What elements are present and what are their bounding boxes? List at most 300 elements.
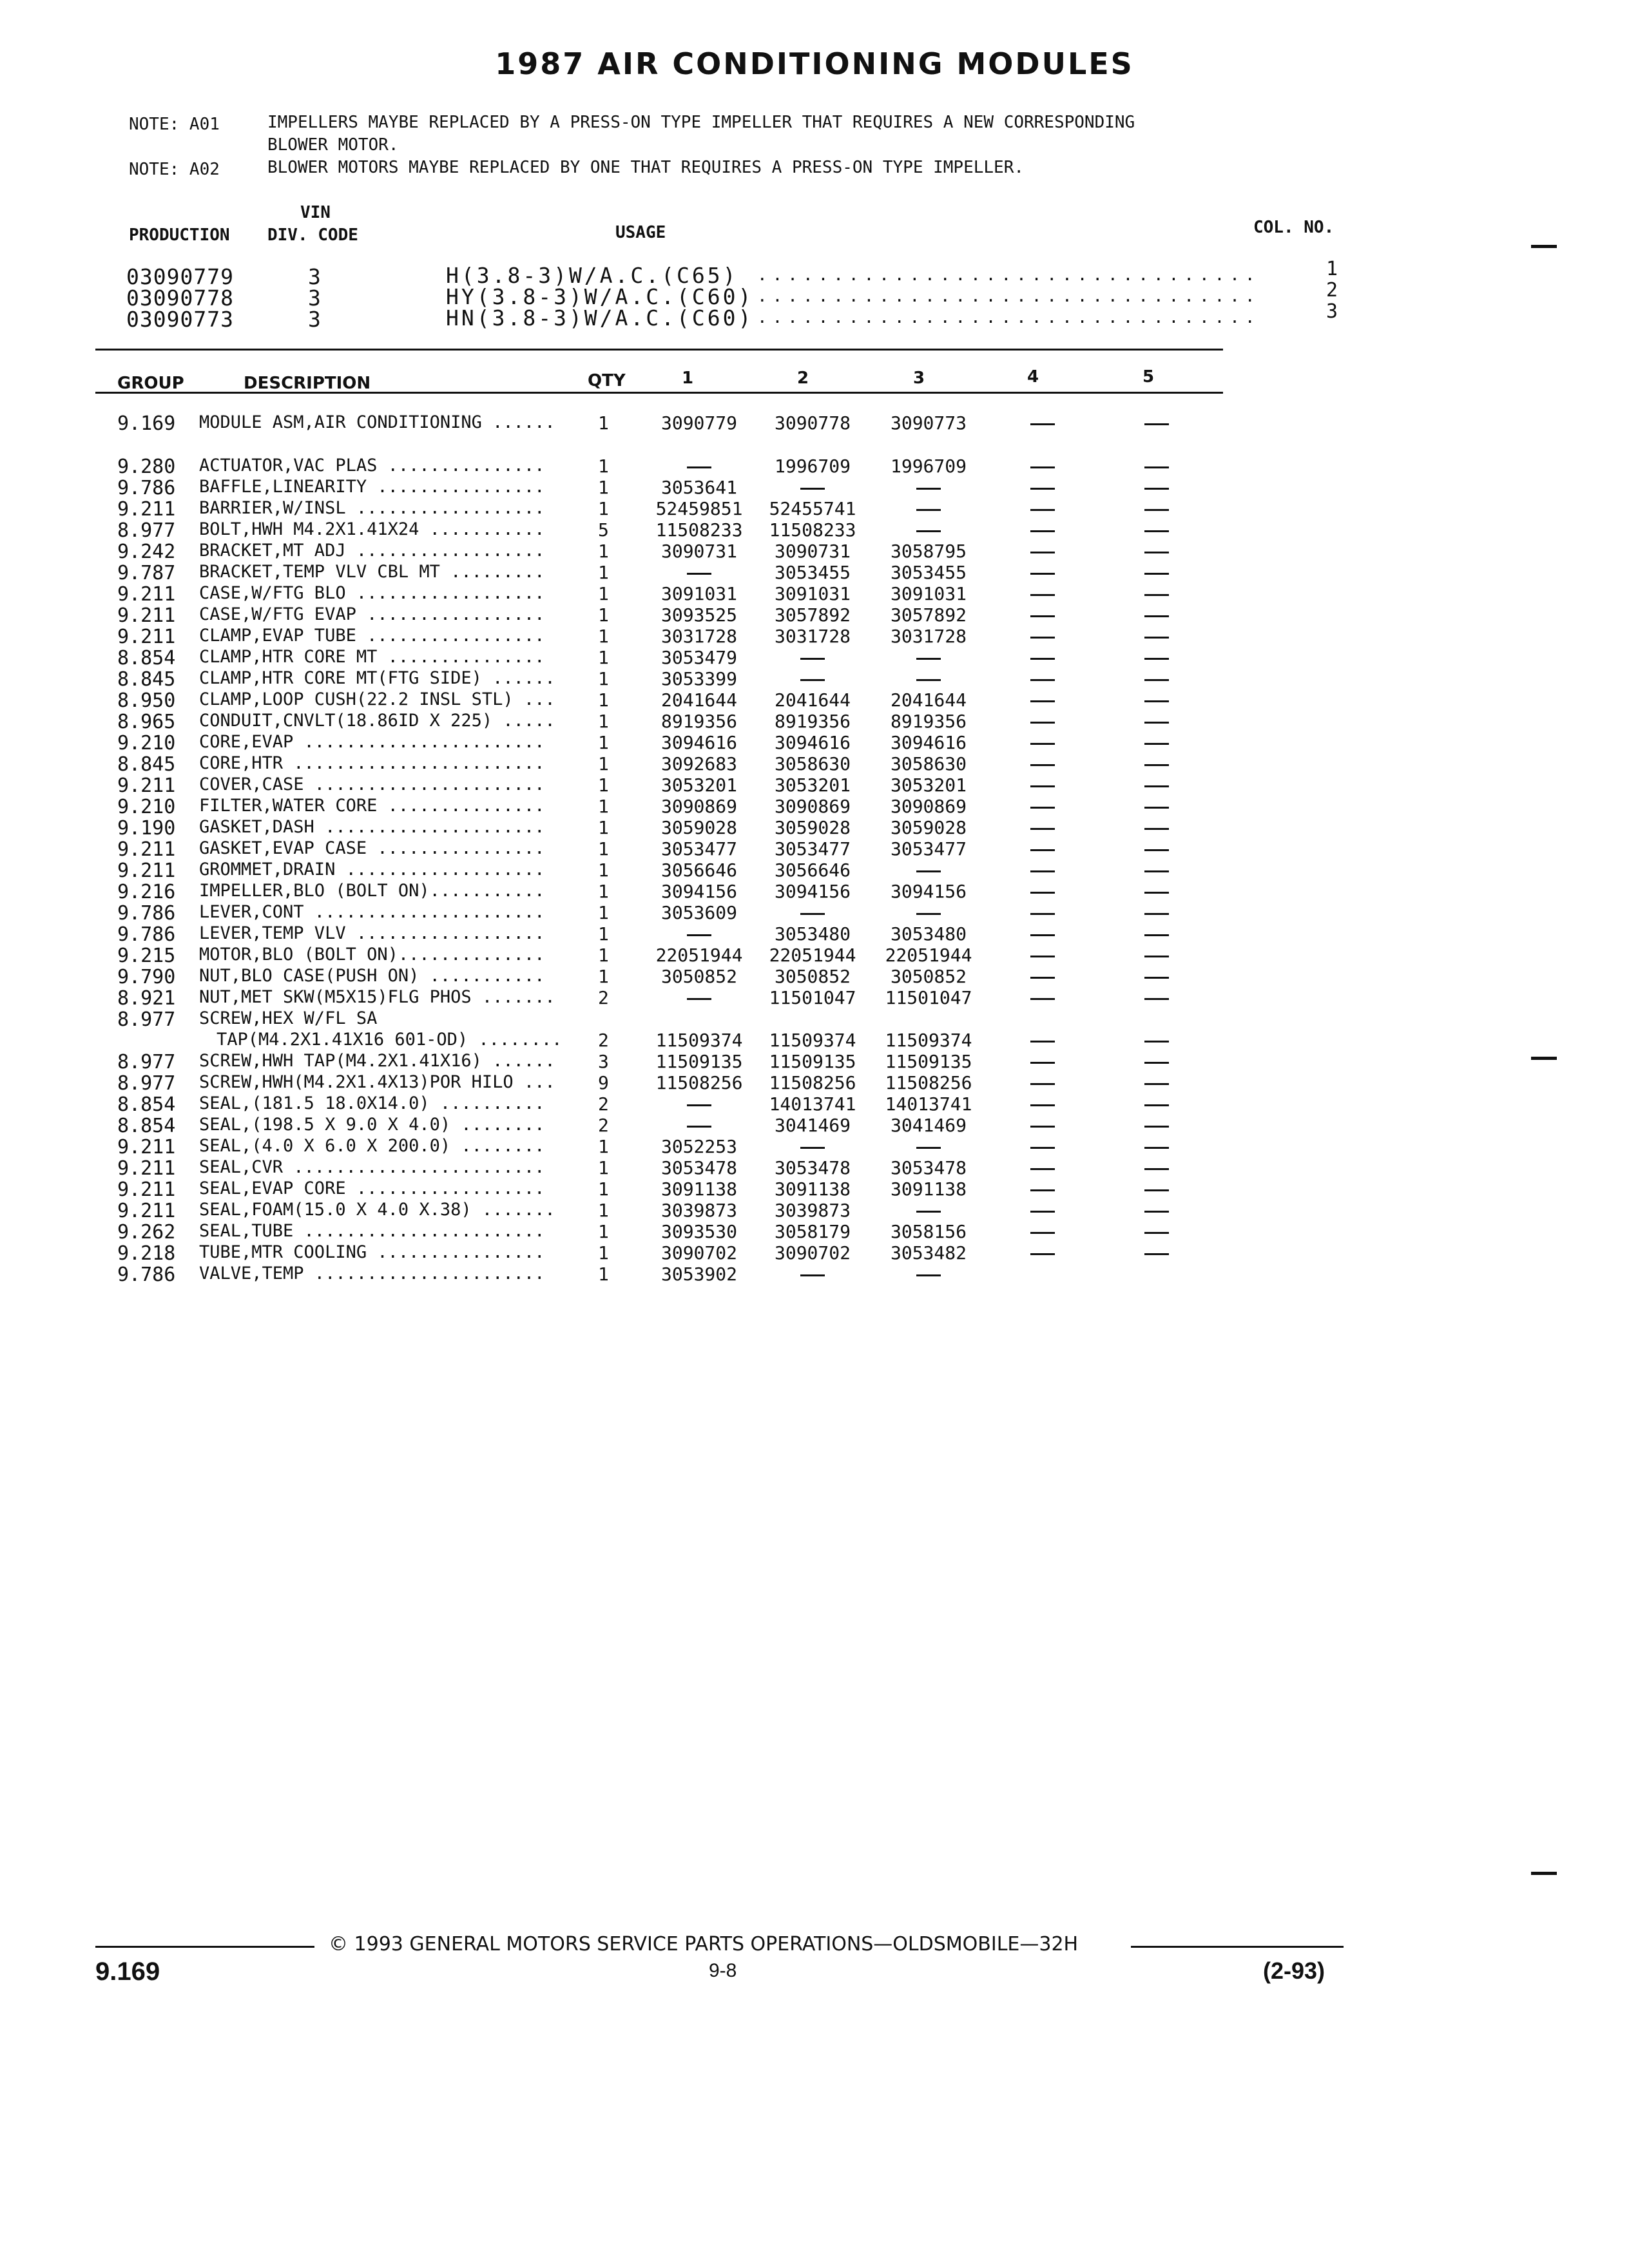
empty-dash xyxy=(1099,456,1215,477)
row-group: 9.216 xyxy=(117,881,176,903)
row-group: 9.787 xyxy=(117,562,176,584)
row-group: 9.211 xyxy=(117,1136,176,1158)
column-number: 3 xyxy=(1326,300,1338,323)
table-row xyxy=(0,689,1629,711)
row-qty: 1 xyxy=(598,477,609,498)
part-number: 3031728 xyxy=(774,626,851,647)
part-number: 11509135 xyxy=(885,1051,972,1072)
row-group: 9.169 xyxy=(117,412,176,435)
empty-dash xyxy=(985,1093,1101,1115)
empty-dash xyxy=(985,774,1101,796)
part-number: 3090869 xyxy=(890,796,967,817)
empty-dash xyxy=(1099,604,1215,626)
row-description: NUT,MET SKW(M5X15)FLG PHOS ....... xyxy=(199,987,555,1007)
table-row xyxy=(0,1115,1629,1136)
row-description: VALVE,TEMP ...................... xyxy=(199,1264,545,1283)
table-row xyxy=(0,668,1629,689)
note-a01-line2: BLOWER MOTOR. xyxy=(267,135,399,155)
usage-text: HN(3.8-3)W/A.C.(C60) xyxy=(446,305,754,331)
empty-dash xyxy=(985,1030,1101,1051)
row-description: SEAL,(198.5 X 9.0 X 4.0) ........ xyxy=(199,1115,545,1135)
table-row xyxy=(0,562,1629,583)
table-row xyxy=(0,1072,1629,1093)
part-number: 3053477 xyxy=(774,838,851,860)
empty-dash xyxy=(1099,1136,1215,1157)
part-number: 3058156 xyxy=(890,1221,967,1242)
part-number: 3031728 xyxy=(660,626,737,647)
empty-dash xyxy=(871,647,987,668)
part-number: 11508256 xyxy=(769,1072,856,1093)
table-row xyxy=(0,1008,1629,1030)
empty-dash xyxy=(1099,1093,1215,1115)
empty-dash xyxy=(985,945,1101,966)
part-number: 22051944 xyxy=(769,945,856,966)
part-number: 3056646 xyxy=(660,860,737,881)
row-group: 9.211 xyxy=(117,1178,176,1201)
part-number: 14013741 xyxy=(885,1093,972,1115)
empty-dash xyxy=(985,881,1101,902)
row-qty: 1 xyxy=(598,774,609,796)
table-row-continuation xyxy=(0,1030,1629,1051)
part-number: 11508233 xyxy=(769,519,856,541)
row-group: 9.242 xyxy=(117,541,176,563)
row-description: CLAMP,HTR CORE MT ............... xyxy=(199,647,545,667)
column-4-header: 4 xyxy=(1027,367,1039,387)
part-number: 3053478 xyxy=(660,1157,737,1178)
empty-dash xyxy=(1099,945,1215,966)
row-group: 8.977 xyxy=(117,1072,176,1095)
column-1-header: 1 xyxy=(682,369,694,388)
row-description: SEAL,TUBE ....................... xyxy=(199,1221,545,1241)
row-qty: 2 xyxy=(598,987,609,1008)
part-number: 11501047 xyxy=(769,987,856,1008)
part-number: 3058630 xyxy=(890,753,967,774)
table-row xyxy=(0,923,1629,945)
part-number: 3091138 xyxy=(660,1178,737,1200)
empty-dash xyxy=(985,1200,1101,1221)
production-header: PRODUCTION xyxy=(129,226,230,245)
table-row xyxy=(0,987,1629,1008)
row-qty: 1 xyxy=(598,498,609,519)
production-number: 03090773 xyxy=(126,307,234,332)
footer-group-ref: 9.169 xyxy=(95,1957,160,1986)
empty-dash xyxy=(985,668,1101,689)
row-description: CASE,W/FTG BLO .................. xyxy=(199,583,545,603)
copyright-line: © 1993 GENERAL MOTORS SERVICE PARTS OPERATIONS—OLDSMOBILE—32H xyxy=(329,1933,1079,1956)
part-number: 3090731 xyxy=(774,541,851,562)
empty-dash xyxy=(1099,412,1215,434)
empty-dash xyxy=(985,796,1101,817)
row-description: SCREW,HEX W/FL SA xyxy=(199,1008,378,1028)
empty-dash xyxy=(641,923,757,945)
row-qty: 1 xyxy=(598,753,609,774)
row-group: 8.854 xyxy=(117,1115,176,1137)
empty-dash xyxy=(1099,519,1215,541)
empty-dash xyxy=(871,1136,987,1157)
row-description: GASKET,EVAP CASE ................ xyxy=(199,838,545,858)
table-row xyxy=(0,817,1629,838)
row-qty: 1 xyxy=(598,541,609,562)
part-number: 3057892 xyxy=(890,604,967,626)
row-qty: 1 xyxy=(598,1178,609,1200)
part-number: 3053477 xyxy=(660,838,737,860)
part-number: 3058630 xyxy=(774,753,851,774)
row-group: 8.854 xyxy=(117,647,176,669)
empty-dash xyxy=(1099,626,1215,647)
table-row xyxy=(0,477,1629,498)
row-group: 9.211 xyxy=(117,1157,176,1180)
row-description: TAP(M4.2X1.41X16 601-OD) ........ xyxy=(217,1030,563,1050)
part-number: 3090869 xyxy=(660,796,737,817)
margin-mark xyxy=(1531,1057,1557,1060)
row-qty: 1 xyxy=(598,945,609,966)
row-description: BAFFLE,LINEARITY ................ xyxy=(199,477,545,497)
part-number: 3091138 xyxy=(890,1178,967,1200)
empty-dash xyxy=(1099,1221,1215,1242)
part-number: 52455741 xyxy=(769,498,856,519)
empty-dash xyxy=(985,838,1101,860)
row-description: CASE,W/FTG EVAP ................. xyxy=(199,604,545,624)
row-description: CORE,EVAP ....................... xyxy=(199,732,545,752)
note-a01-line1: IMPELLERS MAYBE REPLACED BY A PRESS-ON TYPE IMPELLER THAT REQUIRES A NEW CORRESPONDING xyxy=(267,113,1135,132)
footer-right-rule xyxy=(1131,1946,1344,1948)
part-number: 2041644 xyxy=(890,689,967,711)
production-number: 03090778 xyxy=(126,285,234,311)
row-description: MOTOR,BLO (BOLT ON).............. xyxy=(199,945,545,965)
table-row xyxy=(0,1178,1629,1200)
row-qty: 1 xyxy=(598,796,609,817)
part-number: 3090702 xyxy=(660,1242,737,1264)
row-qty: 1 xyxy=(598,881,609,902)
div-code: 3 xyxy=(308,264,322,289)
part-number: 3058795 xyxy=(890,541,967,562)
table-row xyxy=(0,881,1629,902)
margin-mark xyxy=(1531,245,1557,248)
row-description: BRACKET,MT ADJ .................. xyxy=(199,541,545,561)
empty-dash xyxy=(641,1093,757,1115)
table-row xyxy=(0,1051,1629,1072)
part-number: 11509135 xyxy=(769,1051,856,1072)
row-group: 8.977 xyxy=(117,519,176,542)
empty-dash xyxy=(985,541,1101,562)
note-a02-label: NOTE: A02 xyxy=(129,160,220,179)
part-number: 3091031 xyxy=(890,583,967,604)
row-group: 9.211 xyxy=(117,1200,176,1222)
part-number: 8919356 xyxy=(774,711,851,732)
empty-dash xyxy=(1099,966,1215,987)
row-group: 9.218 xyxy=(117,1242,176,1265)
row-group: 9.211 xyxy=(117,498,176,521)
row-description: FILTER,WATER CORE ............... xyxy=(199,796,545,816)
part-number: 3090869 xyxy=(774,796,851,817)
margin-mark xyxy=(1531,1872,1557,1875)
table-row xyxy=(0,412,1629,434)
empty-dash xyxy=(1099,541,1215,562)
table-row xyxy=(0,732,1629,753)
part-number: 3053478 xyxy=(774,1157,851,1178)
empty-dash xyxy=(985,1221,1101,1242)
table-row xyxy=(0,1157,1629,1178)
empty-dash xyxy=(755,647,871,668)
row-qty: 1 xyxy=(598,647,609,668)
part-number: 3053902 xyxy=(660,1264,737,1285)
usage-text: H(3.8-3)W/A.C.(C65) xyxy=(446,263,738,288)
leader-dots: ................................. xyxy=(757,265,1260,285)
part-number: 3053399 xyxy=(660,668,737,689)
row-qty: 1 xyxy=(598,583,609,604)
empty-dash xyxy=(871,1264,987,1285)
table-row xyxy=(0,711,1629,732)
row-qty: 1 xyxy=(598,626,609,647)
table-row xyxy=(0,1242,1629,1264)
row-qty: 1 xyxy=(598,902,609,923)
row-group: 8.845 xyxy=(117,753,176,776)
empty-dash xyxy=(985,1242,1101,1264)
row-qty: 1 xyxy=(598,689,609,711)
empty-dash xyxy=(1099,498,1215,519)
col-no-header: COL. NO. xyxy=(1253,218,1335,237)
part-number: 3094156 xyxy=(660,881,737,902)
row-qty: 1 xyxy=(598,966,609,987)
row-qty: 1 xyxy=(598,1157,609,1178)
part-number: 14013741 xyxy=(769,1093,856,1115)
row-group: 9.211 xyxy=(117,838,176,861)
empty-dash xyxy=(871,498,987,519)
empty-dash xyxy=(985,902,1101,923)
part-number: 3092683 xyxy=(660,753,737,774)
row-description: CLAMP,HTR CORE MT(FTG SIDE) ...... xyxy=(199,668,555,688)
part-number: 3091138 xyxy=(774,1178,851,1200)
row-group: 9.786 xyxy=(117,923,176,946)
empty-dash xyxy=(985,498,1101,519)
empty-dash xyxy=(985,412,1101,434)
empty-dash xyxy=(755,1264,871,1285)
part-number: 8919356 xyxy=(890,711,967,732)
row-qty: 3 xyxy=(598,1051,609,1072)
empty-dash xyxy=(1099,860,1215,881)
part-number: 3053609 xyxy=(660,902,737,923)
empty-dash xyxy=(1099,1178,1215,1200)
part-number: 3053641 xyxy=(660,477,737,498)
empty-dash xyxy=(1099,583,1215,604)
row-group: 9.280 xyxy=(117,456,176,478)
row-group: 9.211 xyxy=(117,774,176,797)
part-number: 3094616 xyxy=(774,732,851,753)
row-group: 8.977 xyxy=(117,1051,176,1073)
row-description: SCREW,HWH(M4.2X1.4X13)POR HILO ... xyxy=(199,1072,555,1092)
part-number: 52459851 xyxy=(655,498,743,519)
row-group: 9.211 xyxy=(117,604,176,627)
empty-dash xyxy=(1099,689,1215,711)
part-number: 3094156 xyxy=(774,881,851,902)
part-number: 3053477 xyxy=(890,838,967,860)
footer-left-rule xyxy=(95,1946,314,1948)
column-3-header: 3 xyxy=(913,369,925,388)
row-description: CONDUIT,CNVLT(18.86ID X 225) ..... xyxy=(199,711,555,731)
vin-header: VIN xyxy=(300,203,331,222)
empty-dash xyxy=(641,987,757,1008)
column-number: 1 xyxy=(1326,258,1338,280)
row-qty: 5 xyxy=(598,519,609,541)
row-description: BARRIER,W/INSL .................. xyxy=(199,498,545,518)
part-number: 3090779 xyxy=(660,412,737,434)
empty-dash xyxy=(1099,477,1215,498)
empty-dash xyxy=(1099,732,1215,753)
column-5-header: 5 xyxy=(1142,367,1155,387)
empty-dash xyxy=(985,583,1101,604)
row-description: SEAL,(181.5 18.0X14.0) .......... xyxy=(199,1093,545,1113)
table-row xyxy=(0,541,1629,562)
empty-dash xyxy=(985,519,1101,541)
table-row xyxy=(0,1264,1629,1285)
part-number: 3053455 xyxy=(890,562,967,583)
empty-dash xyxy=(1099,987,1215,1008)
part-number: 3059028 xyxy=(890,817,967,838)
row-qty: 2 xyxy=(598,1115,609,1136)
row-group: 8.921 xyxy=(117,987,176,1010)
empty-dash xyxy=(871,902,987,923)
empty-dash xyxy=(1099,796,1215,817)
empty-dash xyxy=(871,477,987,498)
empty-dash xyxy=(985,1051,1101,1072)
part-number: 3090773 xyxy=(890,412,967,434)
part-number: 3053201 xyxy=(890,774,967,796)
row-description: NUT,BLO CASE(PUSH ON) ........... xyxy=(199,966,545,986)
part-number: 11509135 xyxy=(655,1051,743,1072)
empty-dash xyxy=(755,477,871,498)
row-qty: 2 xyxy=(598,1093,609,1115)
row-description: SEAL,(4.0 X 6.0 X 200.0) ........ xyxy=(199,1136,545,1156)
empty-dash xyxy=(985,860,1101,881)
row-qty: 1 xyxy=(598,860,609,881)
table-row xyxy=(0,498,1629,519)
table-row xyxy=(0,604,1629,626)
row-description: BOLT,HWH M4.2X1.41X24 ........... xyxy=(199,519,545,539)
part-number: 3091031 xyxy=(774,583,851,604)
empty-dash xyxy=(985,689,1101,711)
empty-dash xyxy=(985,1072,1101,1093)
empty-dash xyxy=(985,626,1101,647)
row-description: MODULE ASM,AIR CONDITIONING ...... xyxy=(199,412,555,432)
empty-dash xyxy=(985,711,1101,732)
empty-dash xyxy=(1099,562,1215,583)
empty-dash xyxy=(1099,838,1215,860)
row-qty: 1 xyxy=(598,817,609,838)
row-description: ACTUATOR,VAC PLAS ............... xyxy=(199,456,545,476)
row-group: 9.211 xyxy=(117,583,176,606)
div-code: 3 xyxy=(308,285,322,311)
empty-dash xyxy=(1099,817,1215,838)
row-qty: 1 xyxy=(598,412,609,434)
row-group: 9.262 xyxy=(117,1221,176,1244)
empty-dash xyxy=(985,732,1101,753)
row-group: 9.790 xyxy=(117,966,176,988)
table-row xyxy=(0,1136,1629,1157)
part-number: 8919356 xyxy=(660,711,737,732)
part-number: 11508233 xyxy=(655,519,743,541)
row-description: SCREW,HWH TAP(M4.2X1.41X16) ...... xyxy=(199,1051,555,1071)
part-number: 3039873 xyxy=(774,1200,851,1221)
row-group: 8.977 xyxy=(117,1008,176,1031)
table-row xyxy=(0,583,1629,604)
empty-dash xyxy=(871,860,987,881)
row-qty: 1 xyxy=(598,562,609,583)
row-qty: 1 xyxy=(598,604,609,626)
row-qty: 1 xyxy=(598,1136,609,1157)
empty-dash xyxy=(985,987,1101,1008)
empty-dash xyxy=(1099,753,1215,774)
part-number: 3053480 xyxy=(774,923,851,945)
part-number: 11508256 xyxy=(885,1072,972,1093)
table-row xyxy=(0,519,1629,541)
row-description: LEVER,CONT ...................... xyxy=(199,902,545,922)
row-qty: 1 xyxy=(598,1221,609,1242)
row-qty: 1 xyxy=(598,1200,609,1221)
row-qty: 1 xyxy=(598,732,609,753)
part-number: 2041644 xyxy=(774,689,851,711)
row-group: 9.786 xyxy=(117,902,176,925)
note-a01-label: NOTE: A01 xyxy=(129,115,220,134)
div-code-header: DIV. CODE xyxy=(267,226,358,245)
empty-dash xyxy=(985,817,1101,838)
part-number: 3053482 xyxy=(890,1242,967,1264)
row-qty: 1 xyxy=(598,838,609,860)
usage-header: USAGE xyxy=(615,223,666,242)
part-number: 3090731 xyxy=(660,541,737,562)
row-group: 9.211 xyxy=(117,860,176,882)
row-group: 8.965 xyxy=(117,711,176,733)
part-number: 3052253 xyxy=(660,1136,737,1157)
empty-dash xyxy=(985,456,1101,477)
row-qty: 1 xyxy=(598,1242,609,1264)
empty-dash xyxy=(1099,881,1215,902)
empty-dash xyxy=(1099,668,1215,689)
part-number: 22051944 xyxy=(655,945,743,966)
empty-dash xyxy=(985,753,1101,774)
part-number: 1996709 xyxy=(774,456,851,477)
part-number: 11509374 xyxy=(885,1030,972,1051)
part-number: 3057892 xyxy=(774,604,851,626)
row-group: 9.210 xyxy=(117,732,176,754)
empty-dash xyxy=(871,1200,987,1221)
leader-dots: ................................. xyxy=(757,287,1260,306)
revision-date: (2-93) xyxy=(1263,1957,1325,1984)
row-description: GROMMET,DRAIN ................... xyxy=(199,860,545,879)
empty-dash xyxy=(985,647,1101,668)
description-column-header: DESCRIPTION xyxy=(244,374,371,393)
part-number: 3050852 xyxy=(774,966,851,987)
empty-dash xyxy=(1099,1157,1215,1178)
empty-dash xyxy=(1099,1242,1215,1264)
part-number: 3090702 xyxy=(774,1242,851,1264)
empty-dash xyxy=(1099,647,1215,668)
part-number: 1996709 xyxy=(890,456,967,477)
row-group: 9.786 xyxy=(117,477,176,499)
table-row xyxy=(0,456,1629,477)
part-number: 3053201 xyxy=(660,774,737,796)
empty-dash xyxy=(985,1157,1101,1178)
part-number: 3091031 xyxy=(660,583,737,604)
empty-dash xyxy=(985,923,1101,945)
empty-dash xyxy=(985,477,1101,498)
part-number: 3041469 xyxy=(890,1115,967,1136)
empty-dash xyxy=(1099,923,1215,945)
row-description: CORE,HTR ........................ xyxy=(199,753,545,773)
row-group: 8.845 xyxy=(117,668,176,691)
part-number: 2041644 xyxy=(660,689,737,711)
header-top-rule xyxy=(95,349,1223,351)
empty-dash xyxy=(755,1136,871,1157)
